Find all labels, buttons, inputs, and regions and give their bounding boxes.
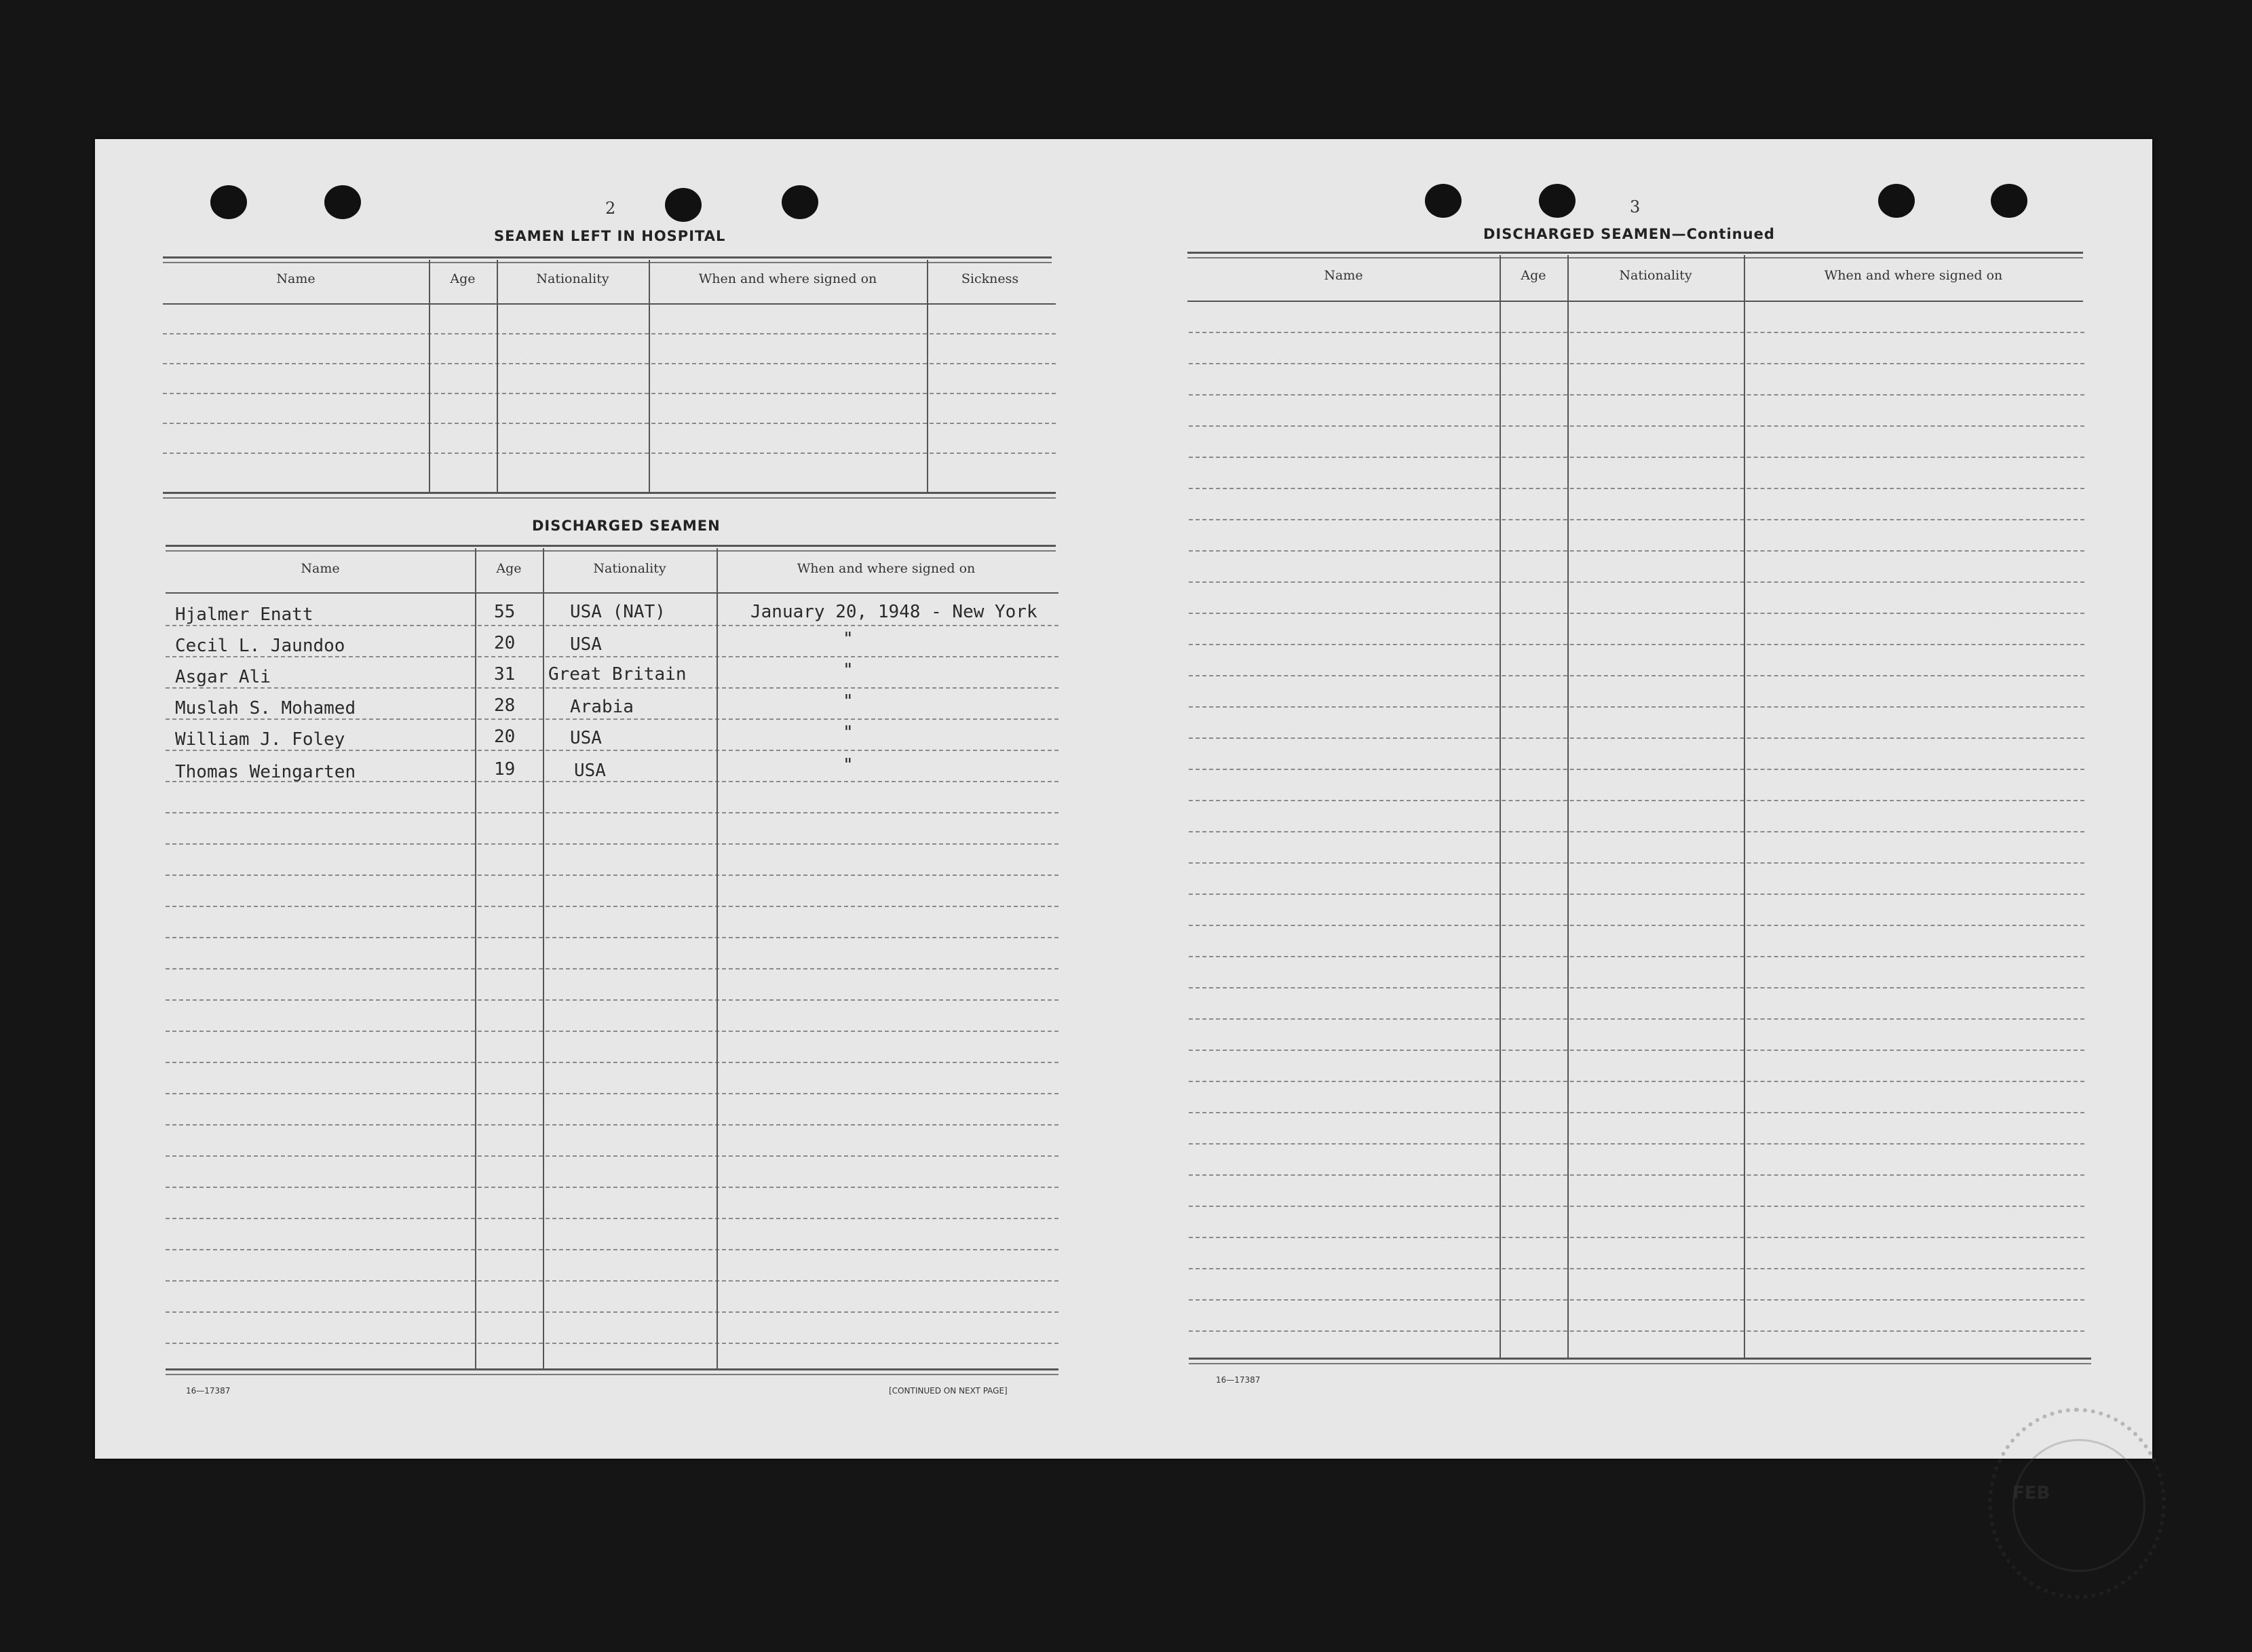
stamp-date: FEB xyxy=(2012,1483,2050,1503)
form-number: 16—17387 xyxy=(1216,1375,1261,1385)
column-header: Age xyxy=(496,561,522,576)
form-number: 16—17387 xyxy=(186,1386,231,1396)
seaman-age: 31 xyxy=(494,664,516,685)
punch-hole-icon xyxy=(1425,184,1462,218)
signed-on-ditto: " xyxy=(843,755,854,775)
punch-hole-icon xyxy=(1991,184,2027,218)
seaman-age: 20 xyxy=(494,633,516,653)
received-stamp xyxy=(1988,1408,2166,1599)
seaman-name: William J. Foley xyxy=(175,729,345,750)
signed-on-ditto: " xyxy=(843,723,854,743)
column-header: Name xyxy=(301,561,340,576)
seaman-name: Cecil L. Jaundoo xyxy=(175,636,345,656)
signed-on-ditto: " xyxy=(843,660,854,680)
seaman-nationality: USA xyxy=(574,761,606,781)
punch-hole-icon xyxy=(1878,184,1915,218)
document-sheet xyxy=(95,139,2152,1503)
signed-on-ditto: " xyxy=(843,629,854,649)
column-header: When and where signed on xyxy=(1824,268,2003,283)
column-header: Nationality xyxy=(1619,268,1692,283)
punch-hole-icon xyxy=(210,185,247,219)
column-header: Nationality xyxy=(593,561,666,576)
column-header: Name xyxy=(1324,268,1363,283)
punch-hole-icon xyxy=(782,185,818,219)
seaman-name: Thomas Weingarten xyxy=(175,762,356,782)
hospital-section-title: SEAMEN LEFT IN HOSPITAL xyxy=(494,228,726,244)
column-header: Name xyxy=(276,271,316,286)
seaman-age: 55 xyxy=(494,602,516,622)
seaman-nationality: Great Britain xyxy=(548,664,687,685)
continued-note: [CONTINUED ON NEXT PAGE] xyxy=(889,1386,1008,1396)
discharged-continued-title: DISCHARGED SEAMEN—Continued xyxy=(1483,226,1775,242)
page-number: 2 xyxy=(605,199,616,218)
seaman-nationality: USA xyxy=(570,728,602,748)
column-header: Nationality xyxy=(536,271,609,286)
seaman-nationality: Arabia xyxy=(570,697,634,717)
page-number: 3 xyxy=(1630,197,1641,216)
seaman-nationality: USA xyxy=(570,634,602,655)
seaman-name: Asgar Ali xyxy=(175,667,271,687)
column-header: Age xyxy=(450,271,476,286)
signed-on-ditto: " xyxy=(843,691,854,712)
column-header: When and where signed on xyxy=(797,561,976,576)
punch-hole-icon xyxy=(324,185,361,219)
column-header: Age xyxy=(1521,268,1546,283)
punch-hole-icon xyxy=(665,188,702,222)
seaman-age: 28 xyxy=(494,695,516,716)
seaman-name: Muslah S. Mohamed xyxy=(175,698,356,718)
discharged-section-title: DISCHARGED SEAMEN xyxy=(532,518,721,534)
punch-hole-icon xyxy=(1539,184,1576,218)
column-header: When and where signed on xyxy=(698,271,877,286)
seaman-age: 19 xyxy=(494,759,516,780)
seaman-age: 20 xyxy=(494,727,516,747)
signed-on: January 20, 1948 - New York xyxy=(750,602,1037,622)
seaman-name: Hjalmer Enatt xyxy=(175,604,313,625)
seaman-nationality: USA (NAT) xyxy=(570,602,666,622)
column-header: Sickness xyxy=(961,271,1019,286)
